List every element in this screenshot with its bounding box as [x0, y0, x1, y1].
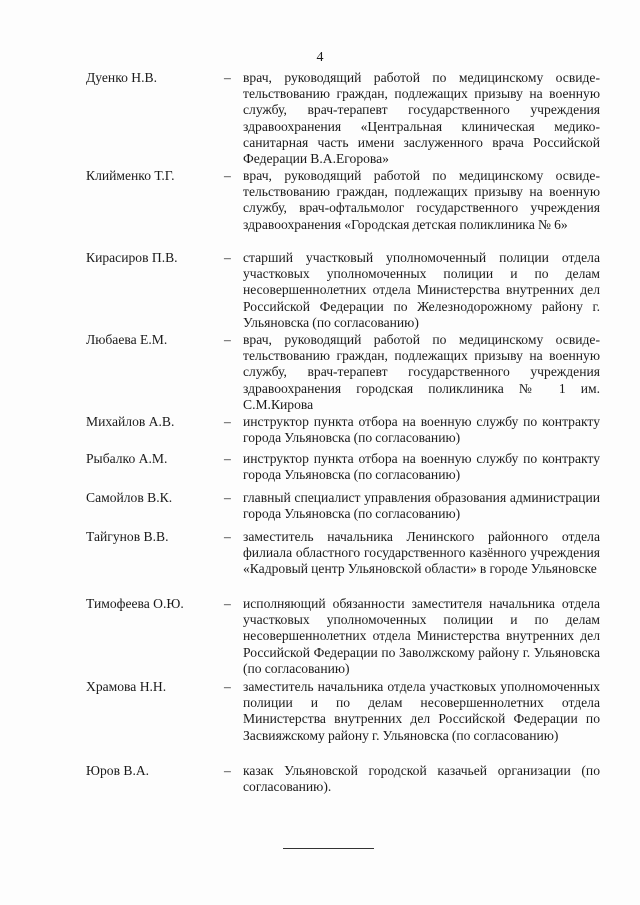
person-description: инструктор пункта отбора на военную службу по контракту города Ульяновска (по согласованию) — [243, 414, 600, 446]
person-description: врач, руководящий работой по медицинскому освидетельствованию граждан, подлежащих призыву на военную службу, врач-офтальмолог государственного учреждения здравоохранения «Городская детская поликлиника № 6» — [243, 168, 600, 232]
person-description: заместитель начальника отдела участковых уполномоченных полиции и по делам несовершеннолетних отдела Министерства внутренних дел Российской Федерации по Засвияжскому району г. Ульяновска (по согласованию) — [243, 679, 600, 743]
person-description: врач, руководящий работой по медицинскому освидетельствованию граждан, подлежащих призыву на военную службу, врач-терапевт государственного учреждения здравоохранения «Центральная клиническая медико-санитарная часть имени заслуженного врача Российской Федерации В.А.Егорова» — [243, 70, 600, 167]
person-description: инструктор пункта отбора на военную службу по контракту города Ульяновска (по согласованию) — [243, 451, 600, 483]
dash-separator: – — [224, 250, 231, 265]
person-name: Кирасиров П.В. — [86, 250, 178, 265]
person-name: Михайлов А.В. — [86, 414, 175, 429]
dash-separator: – — [224, 414, 231, 429]
person-description: казак Ульяновской городской казачьей организации (по согласованию). — [243, 763, 600, 795]
person-name: Клийменко Т.Г. — [86, 168, 175, 183]
person-name: Юров В.А. — [86, 763, 150, 778]
person-name: Тайгунов В.В. — [86, 529, 169, 544]
page-number: 4 — [316, 50, 324, 65]
person-name: Дуенко Н.В. — [86, 70, 157, 85]
person-description: заместитель начальника Ленинского районного отдела филиала областного государственного казённого учреждения «Кадровый центр Ульяновской области» в городе Ульяновске — [243, 529, 600, 577]
dash-separator: – — [224, 763, 231, 778]
dash-separator: – — [224, 451, 231, 466]
dash-separator: – — [224, 490, 231, 505]
dash-separator: – — [224, 529, 231, 544]
dash-separator: – — [224, 596, 231, 611]
dash-separator: – — [224, 70, 231, 85]
dash-separator: – — [224, 168, 231, 183]
person-description: главный специалист управления образования администрации города Ульяновска (по согласованию) — [243, 490, 600, 522]
person-description: исполняющий обязанности заместителя начальника отдела участковых уполномоченных полиции и по делам несовершеннолетних отдела Министерства внутренних дел Российской Федерации по Заволжскому району г. Ульяновска (по согласованию) — [243, 596, 600, 676]
person-name: Тимофеева О.Ю. — [86, 596, 184, 611]
person-name: Любаева Е.М. — [86, 332, 168, 347]
end-divider-line — [283, 848, 374, 849]
dash-separator: – — [224, 679, 231, 694]
person-name: Рыбалко А.М. — [86, 451, 168, 466]
person-description: врач, руководящий работой по медицинскому освидетельствованию граждан, подлежащих призыву на военную службу, врач-терапевт государственного учреждения здравоохранения городская поликлиника № 1 им. С.М.Кирова — [243, 332, 600, 412]
person-name: Самойлов В.К. — [86, 490, 173, 505]
dash-separator: – — [224, 332, 231, 347]
person-name: Храмова Н.Н. — [86, 679, 167, 694]
person-description: старший участковый уполномоченный полиции отдела участковых уполномоченных полиции и по делам несовершеннолетних отдела Министерства внутренних дел Российской Федерации по Железнодорожному району г. Ульяновска (по согласованию) — [243, 250, 600, 330]
